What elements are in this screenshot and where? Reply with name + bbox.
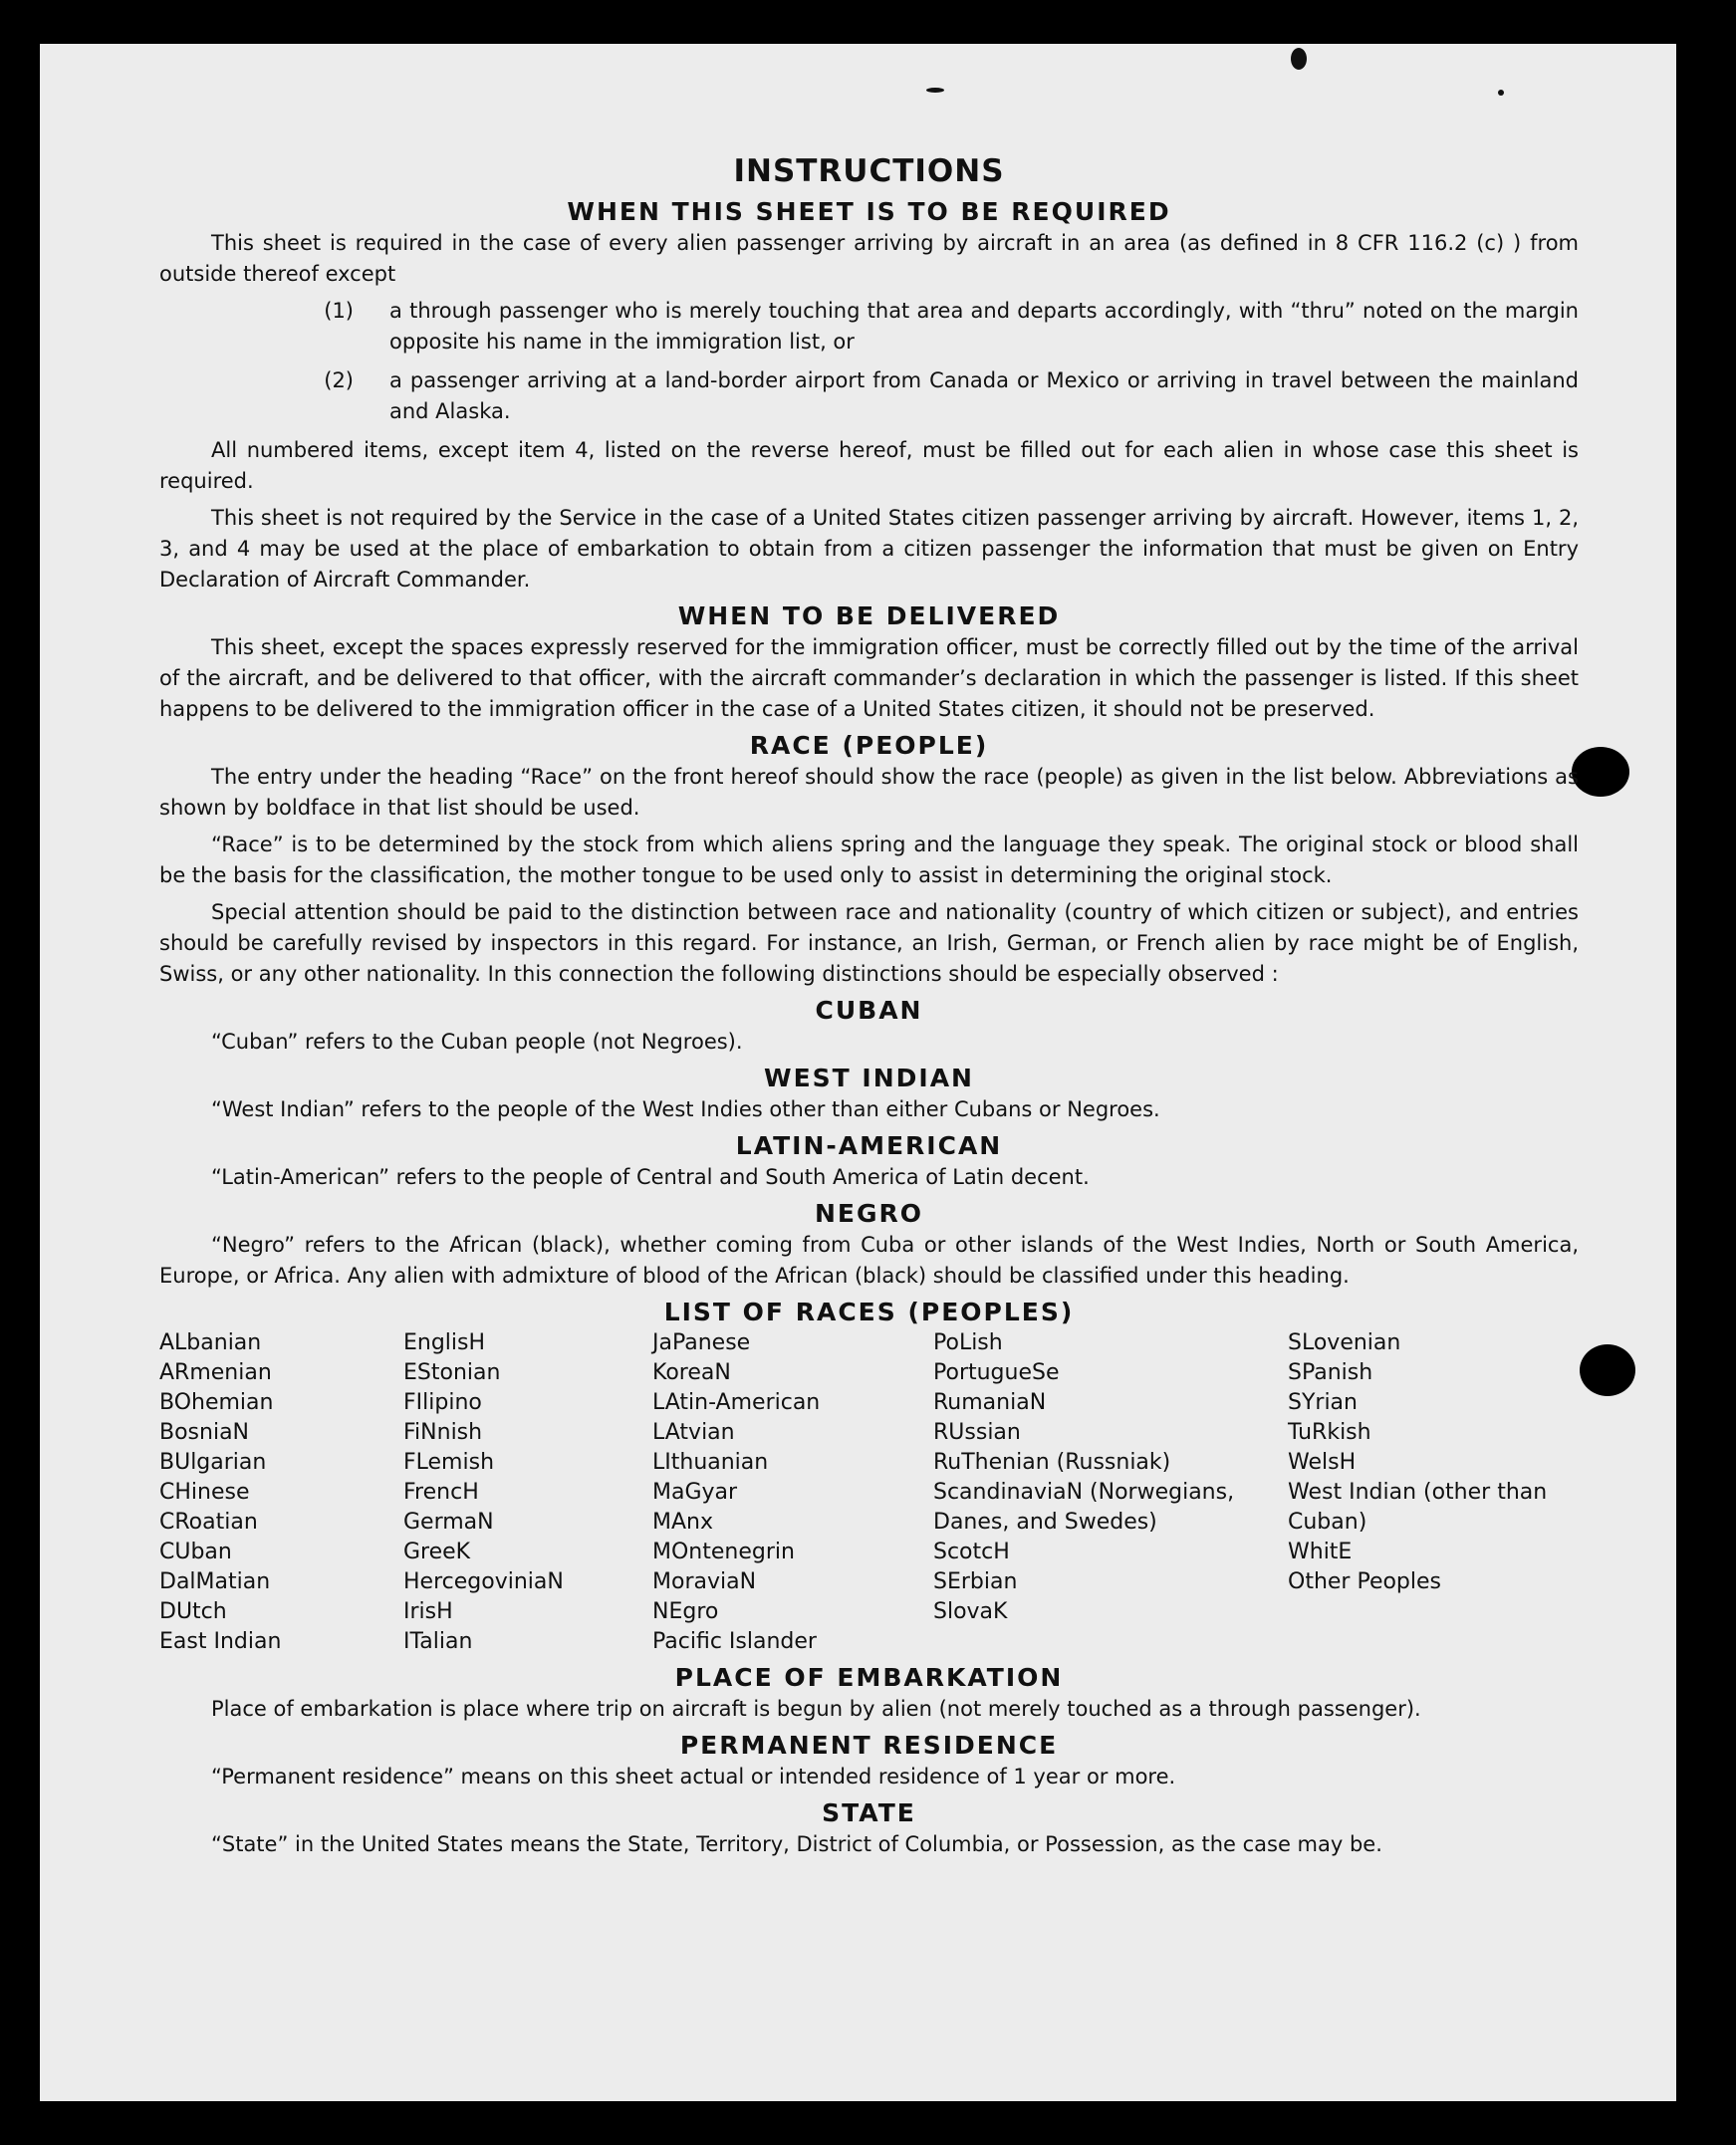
race-entry: WhitE bbox=[1288, 1540, 1353, 1564]
item-text: a passenger arriving at a land-border airport from Canada or Mexico or arriving in travel between the mainland and Alaska. bbox=[389, 368, 1579, 423]
race-entry: SPanish bbox=[1288, 1360, 1373, 1385]
section-heading: LIST OF RACES (PEOPLES) bbox=[663, 1298, 1075, 1326]
race-entry: FrencH bbox=[403, 1480, 479, 1505]
race-entry: NEgro bbox=[652, 1599, 719, 1624]
race-entry: LAtvian bbox=[652, 1420, 735, 1445]
race-entry: ALbanian bbox=[159, 1330, 262, 1355]
race-entry: DUtch bbox=[159, 1599, 227, 1624]
race-entry: MaGyar bbox=[652, 1480, 738, 1505]
race-entry: GermaN bbox=[403, 1510, 494, 1535]
races-column bbox=[1288, 1328, 1579, 1657]
section-heading: RACE (PEOPLE) bbox=[749, 731, 989, 760]
paragraph: This sheet, except the spaces expressly reserved for the immigration officer, must be correctly filled out by the time of the arrival of the aircraft, and be delivered to that officer, with the aircraft commander’s declaration in which the passenger is listed. If this sheet happens to be delivered to the immigration officer in the case of a United States citizen, it should not be preserved. bbox=[159, 635, 1579, 721]
paragraph: “West Indian” refers to the people of the West Indies other than either Cubans or Negroes. bbox=[211, 1097, 1160, 1121]
speck-mark bbox=[1498, 90, 1504, 96]
race-entry: East Indian bbox=[159, 1629, 282, 1654]
race-entry: BosniaN bbox=[159, 1420, 250, 1445]
item-text: a through passenger who is merely touching that area and departs accordingly, with “thru” noted on the margin opposite his name in the immigration list, or bbox=[389, 299, 1579, 354]
race-entry: CRoatian bbox=[159, 1510, 258, 1535]
races-list bbox=[159, 1328, 1579, 1657]
race-entry: CUban bbox=[159, 1540, 232, 1564]
ink-blot bbox=[1580, 1344, 1635, 1396]
section-heading: WHEN THIS SHEET IS TO BE REQUIRED bbox=[567, 197, 1171, 226]
race-entry: SlovaK bbox=[933, 1599, 1008, 1624]
races-column bbox=[403, 1328, 652, 1657]
paragraph: The entry under the heading “Race” on the front hereof should show the race (people) as given in the list below. Abbreviations as shown by boldface in that list should be used. bbox=[159, 765, 1579, 820]
race-entry: LAtin-American bbox=[652, 1390, 821, 1415]
instructions-content bbox=[159, 153, 1579, 1866]
section-heading: STATE bbox=[822, 1798, 916, 1827]
race-entry: LIthuanian bbox=[652, 1450, 769, 1475]
race-entry: West Indian (other than Cuban) bbox=[1288, 1480, 1548, 1535]
race-entry: JaPanese bbox=[652, 1330, 751, 1355]
page-title: INSTRUCTIONS bbox=[733, 153, 1005, 189]
section-heading: WEST INDIAN bbox=[764, 1064, 974, 1092]
race-entry: MoraviaN bbox=[652, 1569, 757, 1594]
list-item bbox=[159, 365, 1579, 427]
paragraph: “Permanent residence” means on this sheet actual or intended residence of 1 year or more. bbox=[211, 1765, 1176, 1788]
race-entry: CHinese bbox=[159, 1480, 250, 1505]
race-entry: WelsH bbox=[1288, 1450, 1357, 1475]
race-entry: SLovenian bbox=[1288, 1330, 1401, 1355]
document-page bbox=[40, 44, 1676, 2101]
race-entry: BUlgarian bbox=[159, 1450, 267, 1475]
race-entry: PoLish bbox=[933, 1330, 1003, 1355]
list-item bbox=[159, 296, 1579, 358]
race-entry: RumaniaN bbox=[933, 1390, 1047, 1415]
races-column bbox=[933, 1328, 1288, 1657]
section-heading: CUBAN bbox=[815, 996, 923, 1025]
race-entry: KoreaN bbox=[652, 1360, 731, 1385]
race-entry: MAnx bbox=[652, 1510, 713, 1535]
race-entry: MOntenegrin bbox=[652, 1540, 795, 1564]
paragraph: This sheet is not required by the Service in the case of a United States citizen passenger arriving by aircraft. However, items 1, 2, 3, and 4 may be used at the place of embarkation to obtain from a citizen passenger the information that must be given on Entry Declaration of Aircraft Commander. bbox=[159, 506, 1579, 592]
race-entry: ARmenian bbox=[159, 1360, 272, 1385]
paragraph: All numbered items, except item 4, listed on the reverse hereof, must be filled out for each alien in whose case this sheet is required. bbox=[159, 438, 1579, 493]
race-entry: FIlipino bbox=[403, 1390, 482, 1415]
section-heading: LATIN-AMERICAN bbox=[735, 1131, 1003, 1160]
item-number: (1) bbox=[324, 299, 354, 323]
section-heading: PERMANENT RESIDENCE bbox=[679, 1731, 1059, 1760]
race-entry: ScotcH bbox=[933, 1540, 1010, 1564]
paragraph: Special attention should be paid to the distinction between race and nationality (country of which citizen or subject), and entries should be carefully revised by inspectors in this regard. For instance, an Irish, German, or French alien by race might be of English, Swiss, or any other nationality. In this connection the following distinctions should be especially observed : bbox=[159, 900, 1579, 986]
race-entry: Other Peoples bbox=[1288, 1569, 1442, 1594]
race-entry: FLemish bbox=[403, 1450, 495, 1475]
race-entry: IrisH bbox=[403, 1599, 453, 1624]
race-entry: HercegoviniaN bbox=[403, 1569, 564, 1594]
section-heading: PLACE OF EMBARKATION bbox=[674, 1663, 1064, 1692]
paragraph: “Latin-American” refers to the people of Central and South America of Latin decent. bbox=[211, 1165, 1090, 1189]
races-column bbox=[652, 1328, 933, 1657]
section-heading: NEGRO bbox=[814, 1199, 924, 1228]
race-entry: DalMatian bbox=[159, 1569, 271, 1594]
section-heading: WHEN TO BE DELIVERED bbox=[677, 601, 1061, 630]
item-number: (2) bbox=[324, 368, 354, 392]
paragraph: “State” in the United States means the State, Territory, District of Columbia, or Possession, as the case may be. bbox=[211, 1832, 1382, 1856]
race-entry: EnglisH bbox=[403, 1330, 486, 1355]
paragraph: Place of embarkation is place where trip on aircraft is begun by alien (not merely touched as a through passenger). bbox=[211, 1697, 1421, 1721]
race-entry: PortugueSe bbox=[933, 1360, 1060, 1385]
race-entry: EStonian bbox=[403, 1360, 501, 1385]
race-entry: BOhemian bbox=[159, 1390, 274, 1415]
race-entry: SErbian bbox=[933, 1569, 1018, 1594]
paragraph: This sheet is required in the case of every alien passenger arriving by aircraft in an area (as defined in 8 CFR 116.2 (c) ) from outside thereof except bbox=[159, 231, 1579, 286]
race-entry: ScandinaviaN (Norwegians, Danes, and Swedes) bbox=[933, 1480, 1235, 1535]
speck-mark bbox=[1291, 48, 1307, 70]
ink-blot bbox=[1572, 747, 1629, 797]
paragraph: “Cuban” refers to the Cuban people (not Negroes). bbox=[211, 1030, 743, 1054]
race-entry: TuRkish bbox=[1288, 1420, 1371, 1445]
paragraph: “Race” is to be determined by the stock from which aliens spring and the language they speak. The original stock or blood shall be the basis for the classification, the mother tongue to be used only to assist in determining the original stock. bbox=[159, 833, 1579, 887]
race-entry: ITalian bbox=[403, 1629, 473, 1654]
race-entry: RuThenian (Russniak) bbox=[933, 1450, 1171, 1475]
races-column bbox=[159, 1328, 403, 1657]
race-entry: FiNnish bbox=[403, 1420, 483, 1445]
race-entry: RUssian bbox=[933, 1420, 1021, 1445]
race-entry: GreeK bbox=[403, 1540, 471, 1564]
speck-mark bbox=[926, 88, 944, 93]
paragraph: “Negro” refers to the African (black), whether coming from Cuba or other islands of the West Indies, North or South America, Europe, or Africa. Any alien with admixture of blood of the African (black) should be classified under this heading. bbox=[159, 1233, 1579, 1288]
race-entry: Pacific Islander bbox=[652, 1629, 817, 1654]
race-entry: SYrian bbox=[1288, 1390, 1358, 1415]
